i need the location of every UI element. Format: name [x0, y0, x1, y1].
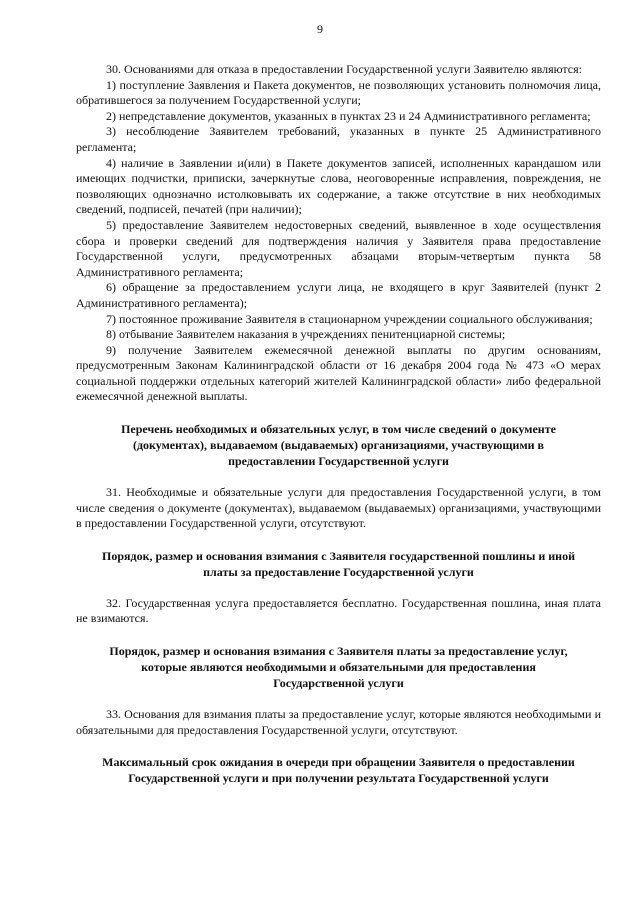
section-heading-queue-time: Максимальный срок ожидания в очереди при обращении Заявителя о предоставлении Государственной услуги и при получении результата Государственной услуги	[102, 755, 575, 786]
spacer	[76, 405, 601, 421]
section-heading-state-fee: Порядок, размер и основания взимания с Заявителя государственной пошлины и иной платы за предоставление Государственной услуги	[102, 548, 575, 579]
list-item-1: 1) поступление Заявления и Пакета документов, не позволяющих установить полномочия лица, обратившегося за получением Государственной услуги;	[76, 77, 601, 108]
paragraph-31: 31. Необходимые и обязательные услуги для предоставления Государственной услуги, в том числе сведения о документе (документах), выдаваемом (выдаваемых) организациями, участвующими в предоставлении Государственной услуги, отсутствуют.	[76, 485, 601, 531]
spacer	[76, 627, 601, 643]
list-item-4: 4) наличие в Заявлении и(или) в Пакете документов записей, исполненных карандашом или имеющих подчистки, приписки, зачеркнутые слова, неоговоренные исправления, повреждения, не позволяющих однозначно истолковывать их содержание, а также отсутствие в них необходимых сведений, подписей, печатей (при наличии);	[76, 155, 601, 217]
list-item-2: 2) непредставление документов, указанных в пунктах 23 и 24 Административного регламента;	[106, 108, 591, 123]
spacer	[76, 469, 601, 485]
list-item-3: 3) несоблюдение Заявителем требований, указанных в пункте 25 Административного регламента;	[76, 124, 601, 154]
section-heading-service-fee: Порядок, размер и основания взимания с Заявителя платы за предоставление услуг, которые являются необходимыми и обязательными для предоставления Государственной услуги	[109, 644, 568, 691]
page-number: 9	[317, 22, 323, 36]
list-item-7: 7) постоянное проживание Заявителя в стационарном учреждении социального обслуживания;	[106, 311, 593, 326]
paragraph-32: 32. Государственная услуга предоставляется бесплатно. Государственная пошлина, иная плата не взимаются.	[76, 595, 601, 626]
spacer	[76, 532, 601, 548]
list-item-8: 8) отбывание Заявителем наказания в учреждениях пенитенциарной системы;	[106, 327, 506, 342]
list-item-9: 9) получение Заявителем ежемесячной денежной выплаты по другим основаниям, предусмотренным Законам Калининградской области от 16 декабря 2004 года № 473 «О мерах социальной поддержки отдельных категорий жителей Калининградской области» либо федеральной ежемесячной денежной выплаты.	[76, 342, 601, 404]
section-heading-required-services: Перечень необходимых и обязательных услуг, в том числе сведений о документе (документах), выдаваемом (выдаваемых) организациями, участвующими в предоставлении Государственной услуги	[121, 422, 556, 469]
spacer	[76, 691, 601, 707]
spacer	[76, 738, 601, 754]
list-item-6: 6) обращение за предоставлением услуги лица, не входящего в круг Заявителей (пункт 2 Административного регламента);	[76, 280, 601, 310]
paragraph-33: 33. Основания для взимания платы за предоставление услуг, которые являются необходимыми и обязательными для предоставления Государственной услуги, отсутствуют.	[76, 707, 601, 737]
paragraph-30: 30. Основаниями для отказа в предоставлении Государственной услуги Заявителю являются:	[106, 62, 582, 76]
list-item-5: 5) предоставление Заявителем недостоверных сведений, выявленное в ходе осуществления сбора и проверки сведений для подтверждения наличия у Заявителя права предоставление Государственной услуги, предусмотренных абзацами вторым-четвертым пункта 58 Административного регламента;	[76, 217, 601, 279]
spacer	[76, 580, 601, 596]
document-body	[76, 62, 601, 786]
